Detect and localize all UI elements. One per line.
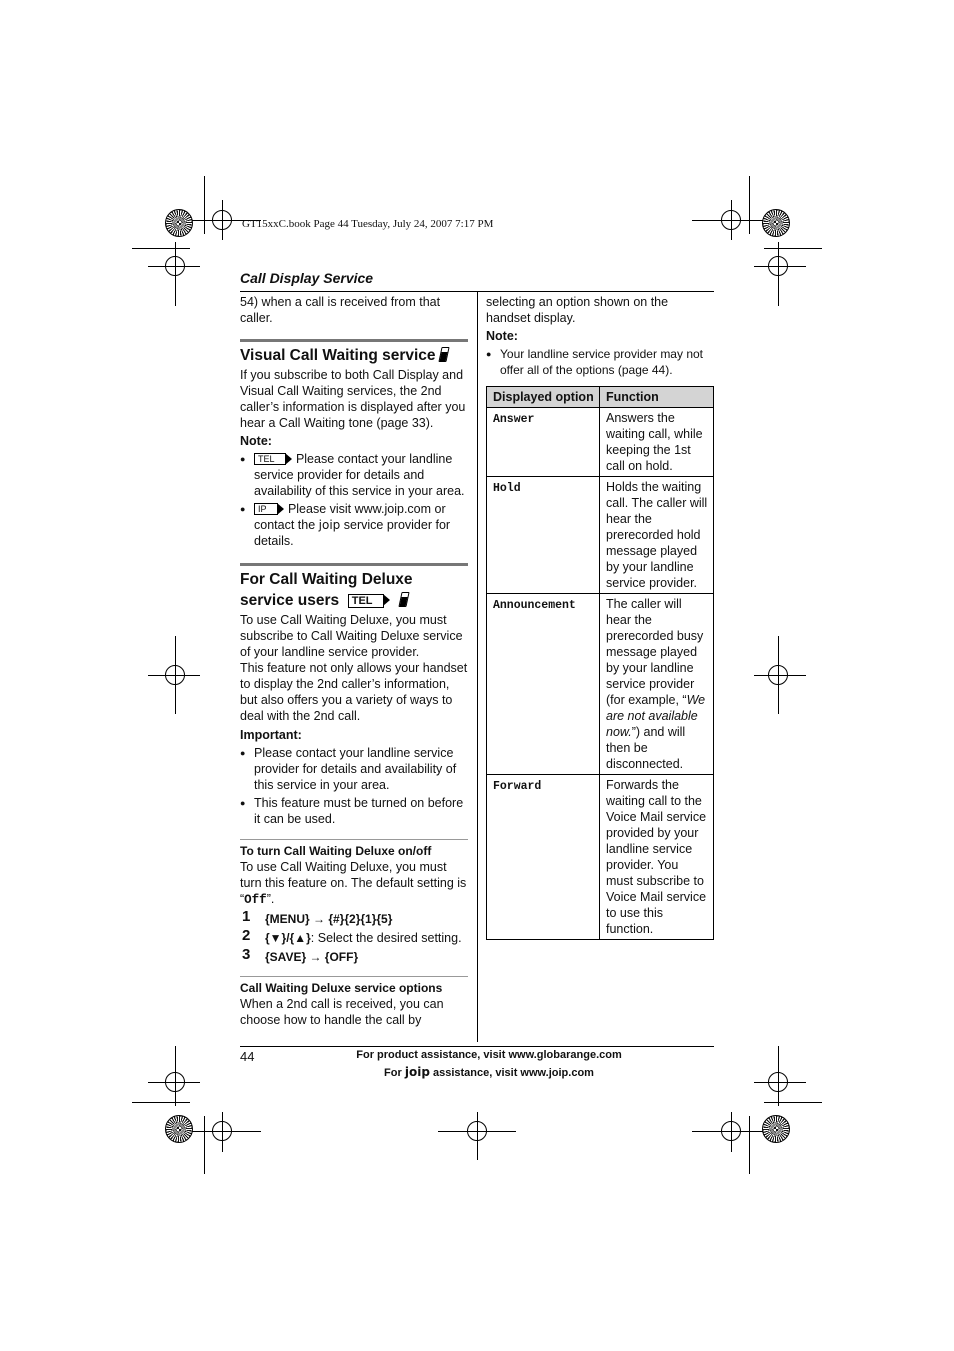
option-name: Hold: [487, 477, 600, 594]
section-rule: [240, 560, 468, 566]
table-row: [487, 408, 714, 477]
right-column: [486, 294, 714, 378]
table-row: [487, 594, 714, 775]
option-name: Forward: [487, 775, 600, 940]
footer-line-2: For joip assistance, visit www.joip.com: [384, 1065, 594, 1079]
section-rule: [240, 336, 468, 342]
footer-line-1: For product assistance, visit www.globarange.com: [356, 1049, 622, 1061]
vcw-title: Visual Call Waiting service: [240, 345, 468, 366]
note-label: Note:: [486, 329, 518, 343]
starburst-mark-icon: [165, 1115, 193, 1143]
onoff-title: To turn Call Waiting Deluxe on/off: [240, 844, 432, 858]
starburst-mark-icon: [165, 209, 193, 237]
note-item: ● TEL Please contact your landline service provider for details and availability of this service in your area.: [240, 451, 468, 499]
joip-logo: joip: [404, 1065, 430, 1079]
footer-rule: [240, 1046, 714, 1047]
option-function: Holds the waiting call. The caller will hear the prerecorded hold message played by your landline service provider.: [600, 477, 714, 594]
note-item: ● IP Please visit www.joip.com or contact the joip service provider for details.: [240, 501, 468, 549]
intro-text: 54) when a call is received from that caller.: [240, 295, 441, 325]
note-item: ● Your landline service provider may not offer all of the options (page 44).: [486, 346, 714, 378]
table-header-row: [487, 387, 714, 408]
left-column: [240, 294, 468, 1028]
ip-icon: IP: [254, 503, 278, 515]
table-header: Function: [600, 387, 714, 408]
continued-text: selecting an option shown on the handset display.: [486, 295, 669, 325]
options-body: When a 2nd call is received, you can choose how to handle the call by: [240, 997, 444, 1027]
important-item: ● Please contact your landline service provider for details and availability of this service in your area.: [240, 745, 468, 793]
important-label: Important:: [240, 728, 302, 742]
step-2: 2 {▼}/{▲}: Select the desired setting.: [242, 927, 462, 945]
cwd-body-1: To use Call Waiting Deluxe, you must subscribe to Call Waiting Deluxe service of your landline service provider.: [240, 613, 463, 659]
joip-logo: joip: [318, 518, 341, 532]
table-row: [487, 477, 714, 594]
options-title: Call Waiting Deluxe service options: [240, 981, 443, 995]
cwd-title: For Call Waiting Deluxe service users TEL: [240, 571, 413, 609]
onoff-body: To use Call Waiting Deluxe, you must turn this feature on. The default setting is “Off”.: [240, 860, 467, 907]
subsection-rule: [240, 976, 468, 977]
page-number: 44: [240, 1049, 255, 1064]
option-function: Answers the waiting call, while keeping the 1st call on hold.: [600, 408, 714, 477]
tel-icon: TEL: [348, 594, 384, 608]
option-name: Answer: [487, 408, 600, 477]
step-1: 1 {MENU} → {#}{2}{1}{5}: [242, 908, 393, 926]
option-function: The caller will hear the prerecorded busy message played by your landline service provider (for example, “We are not available now.”) and will then be disconnected.: [600, 594, 714, 775]
cwd-body-2: This feature not only allows your handset to display the 2nd caller’s information, but also offers you a variety of ways to deal with the 2nd call.: [240, 661, 468, 723]
section-header: Call Display Service: [240, 270, 374, 286]
option-function: Forwards the waiting call to the Voice Mail service provided by your landline service provider. You must subscribe to Voice Mail service to use this function.: [600, 775, 714, 940]
options-table: [486, 386, 714, 940]
table-row: [487, 775, 714, 940]
handset-icon: [399, 592, 410, 607]
option-name: Announcement: [487, 594, 600, 775]
handset-icon: [438, 347, 449, 362]
starburst-mark-icon: [762, 209, 790, 237]
vcw-body: If you subscribe to both Call Display and Visual Call Waiting services, the 2nd caller’s information is displayed after you hear a Call Waiting tone (page 33).: [240, 368, 466, 430]
book-info-line: GT15xxC.book Page 44 Tuesday, July 24, 2007 7:17 PM: [242, 218, 494, 230]
subsection-rule: [240, 839, 468, 840]
note-label: Note:: [240, 434, 272, 448]
table-header: Displayed option: [487, 387, 600, 408]
column-divider: [477, 292, 478, 1042]
starburst-mark-icon: [762, 1115, 790, 1143]
tel-icon: TEL: [254, 453, 286, 465]
important-item: ● This feature must be turned on before it can be used.: [240, 795, 468, 827]
step-3: 3 {SAVE} → {OFF}: [242, 946, 359, 964]
